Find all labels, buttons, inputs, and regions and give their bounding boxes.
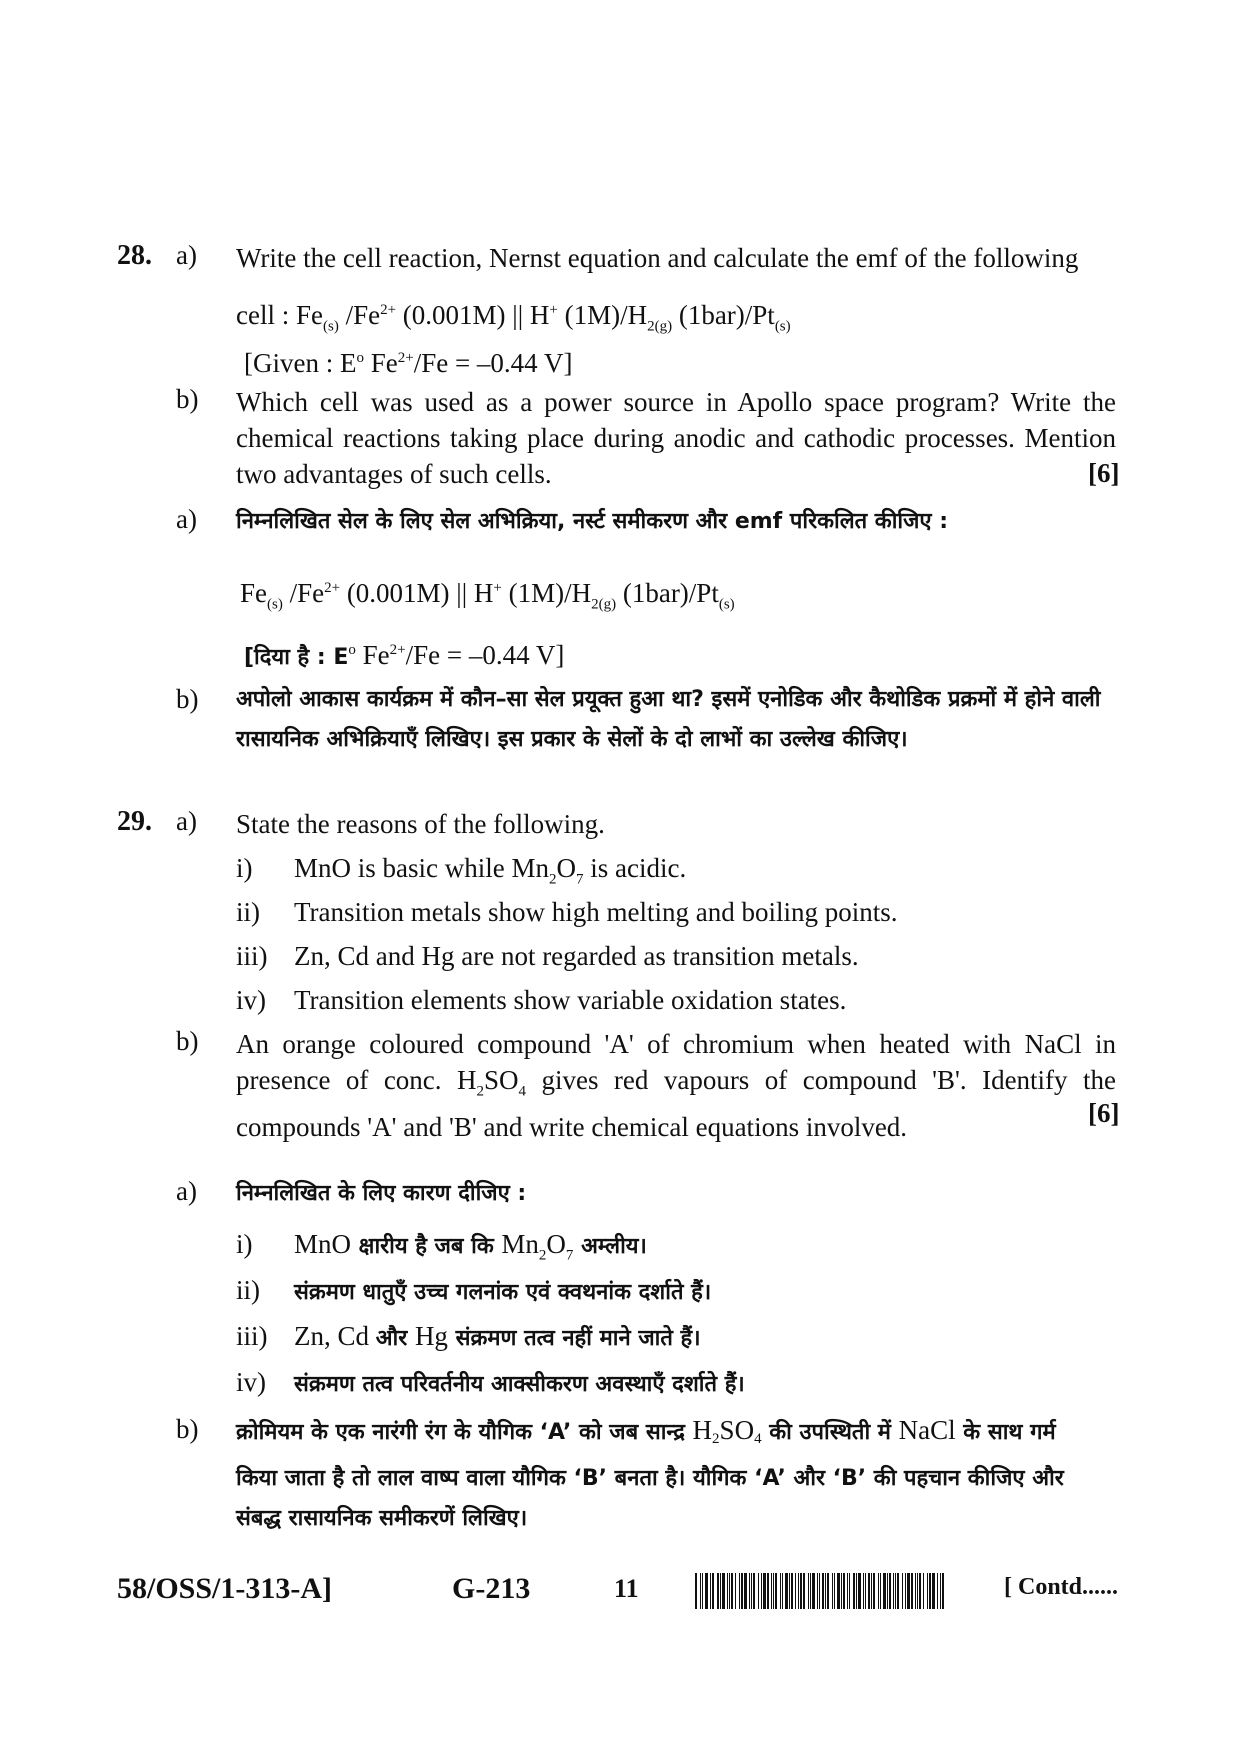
paper-code: 58/OSS/1-313-A] (117, 1572, 333, 1605)
page-number: 11 (614, 1574, 639, 1603)
series-code: G-213 (452, 1572, 531, 1605)
cell-notation-hindi: $Fe_{(s)}$ $/Fe^{2+}$ (0.001M) || H+ $(1M)/H_{2(g)}$ $(1bar)/Pt_{(s)}$ (240, 578, 735, 613)
list-item: ii) Transition metals show high melting and boiling points. (236, 897, 898, 927)
barcode (695, 1573, 957, 1609)
question-text: Which cell was used as a power source in Apollo space program? Write the chemical reactions taking place during anodic and cathodic processes. Mention two advantages of such cells. (236, 387, 1116, 489)
part-label: b) (176, 1414, 199, 1444)
list-item: iv) संक्रमण तत्व परिवर्तनीय आक्सीकरण अवस्थाएँ दर्शाते हैं। (236, 1367, 745, 1397)
part-label: b) (176, 384, 199, 414)
continued-label: [ Contd...... (1004, 1574, 1119, 1600)
part-label: a) (176, 504, 197, 534)
list-item: ii) संक्रमण धातुएँ उच्च गलनांक एवं क्वथनांक दर्शाते हैं। (236, 1275, 712, 1305)
given-value-hindi: [दिया है : $E^o$ $Fe^{2+}/Fe = -0.44$ V] (244, 640, 565, 670)
list-item: iii) Zn, Cd और Hg संक्रमण तत्व नहीं माने जाते हैं। (236, 1321, 701, 1351)
list-item: i) MnO क्षारीय है जब कि $Mn_2O_7$ अम्लीय। (236, 1229, 647, 1264)
part-label: a) (176, 1176, 197, 1206)
part-label: a) (176, 806, 197, 836)
list-item: iii) Zn, Cd and Hg are not regarded as transition metals. (236, 941, 859, 971)
part-label: b) (176, 1026, 199, 1056)
question-text: Write the cell reaction, Nernst equation and calculate the emf of the following (236, 243, 1079, 273)
given-value: [Given : $E^o$ $Fe^{2+}/Fe = -0.44$ V] (244, 348, 573, 378)
part-label: a) (176, 240, 197, 270)
question-text: State the reasons of the following. (236, 809, 605, 839)
cell-notation: cell : $Fe_{(s)}$ $/Fe^{2+}$ (0.001M) || H+ $(1M)/H_{2(g)}$ $(1bar)/Pt_{(s)}$ (236, 300, 791, 335)
list-item: iv) Transition elements show variable oxidation states. (236, 985, 847, 1015)
question-text-hindi: निम्नलिखित के लिए कारण दीजिए : (236, 1181, 527, 1206)
marks: [6] (1088, 458, 1120, 488)
marks: [6] (1088, 1098, 1120, 1128)
part-label: b) (176, 684, 199, 714)
question-text-hindi: निम्नलिखित सेल के लिए सेल अभिक्रिया, नर्स्ट समीकरण और emf परिकलित कीजिए : (236, 509, 949, 534)
question-text-hindi: क्रोमियम के एक नारंगी रंग के यौगिक ‘A’ को जब सान्द्र $H_2SO_4$ की उपस्थिती में NaCl के साथ गर्म किया जाता है तो लाल वाष्प वाला यौगिक ‘B’ बनता है। यौगिक ‘A’ और ‘B’ की पहचान कीजिए और संबद्ध रासायनिक समीकरणें लिखिए। (236, 1415, 1064, 1532)
question-number: 29. (117, 806, 152, 837)
list-item: i) MnO is basic while $Mn_2O_7$ is acidic. (236, 853, 687, 888)
question-text: An orange coloured compound 'A' of chromium when heated with NaCl in presence of conc. $H_2SO_4$ gives red vapours of compound 'B'. Identify the compounds 'A' and 'B' and write chemical equations involved. (236, 1029, 1116, 1143)
question-text-hindi: अपोलो आकास कार्यक्रम में कौन–सा सेल प्रयूक्त हुआ था? इसमें एनोडिक और कैथोडिक प्रक्रमों में होने वाली रासायनिक अभिक्रियाएँ लिखिए। इस प्रकार के सेलों के दो लाभों का उल्लेख कीजिए। (236, 687, 1101, 752)
question-number: 28. (117, 240, 152, 271)
